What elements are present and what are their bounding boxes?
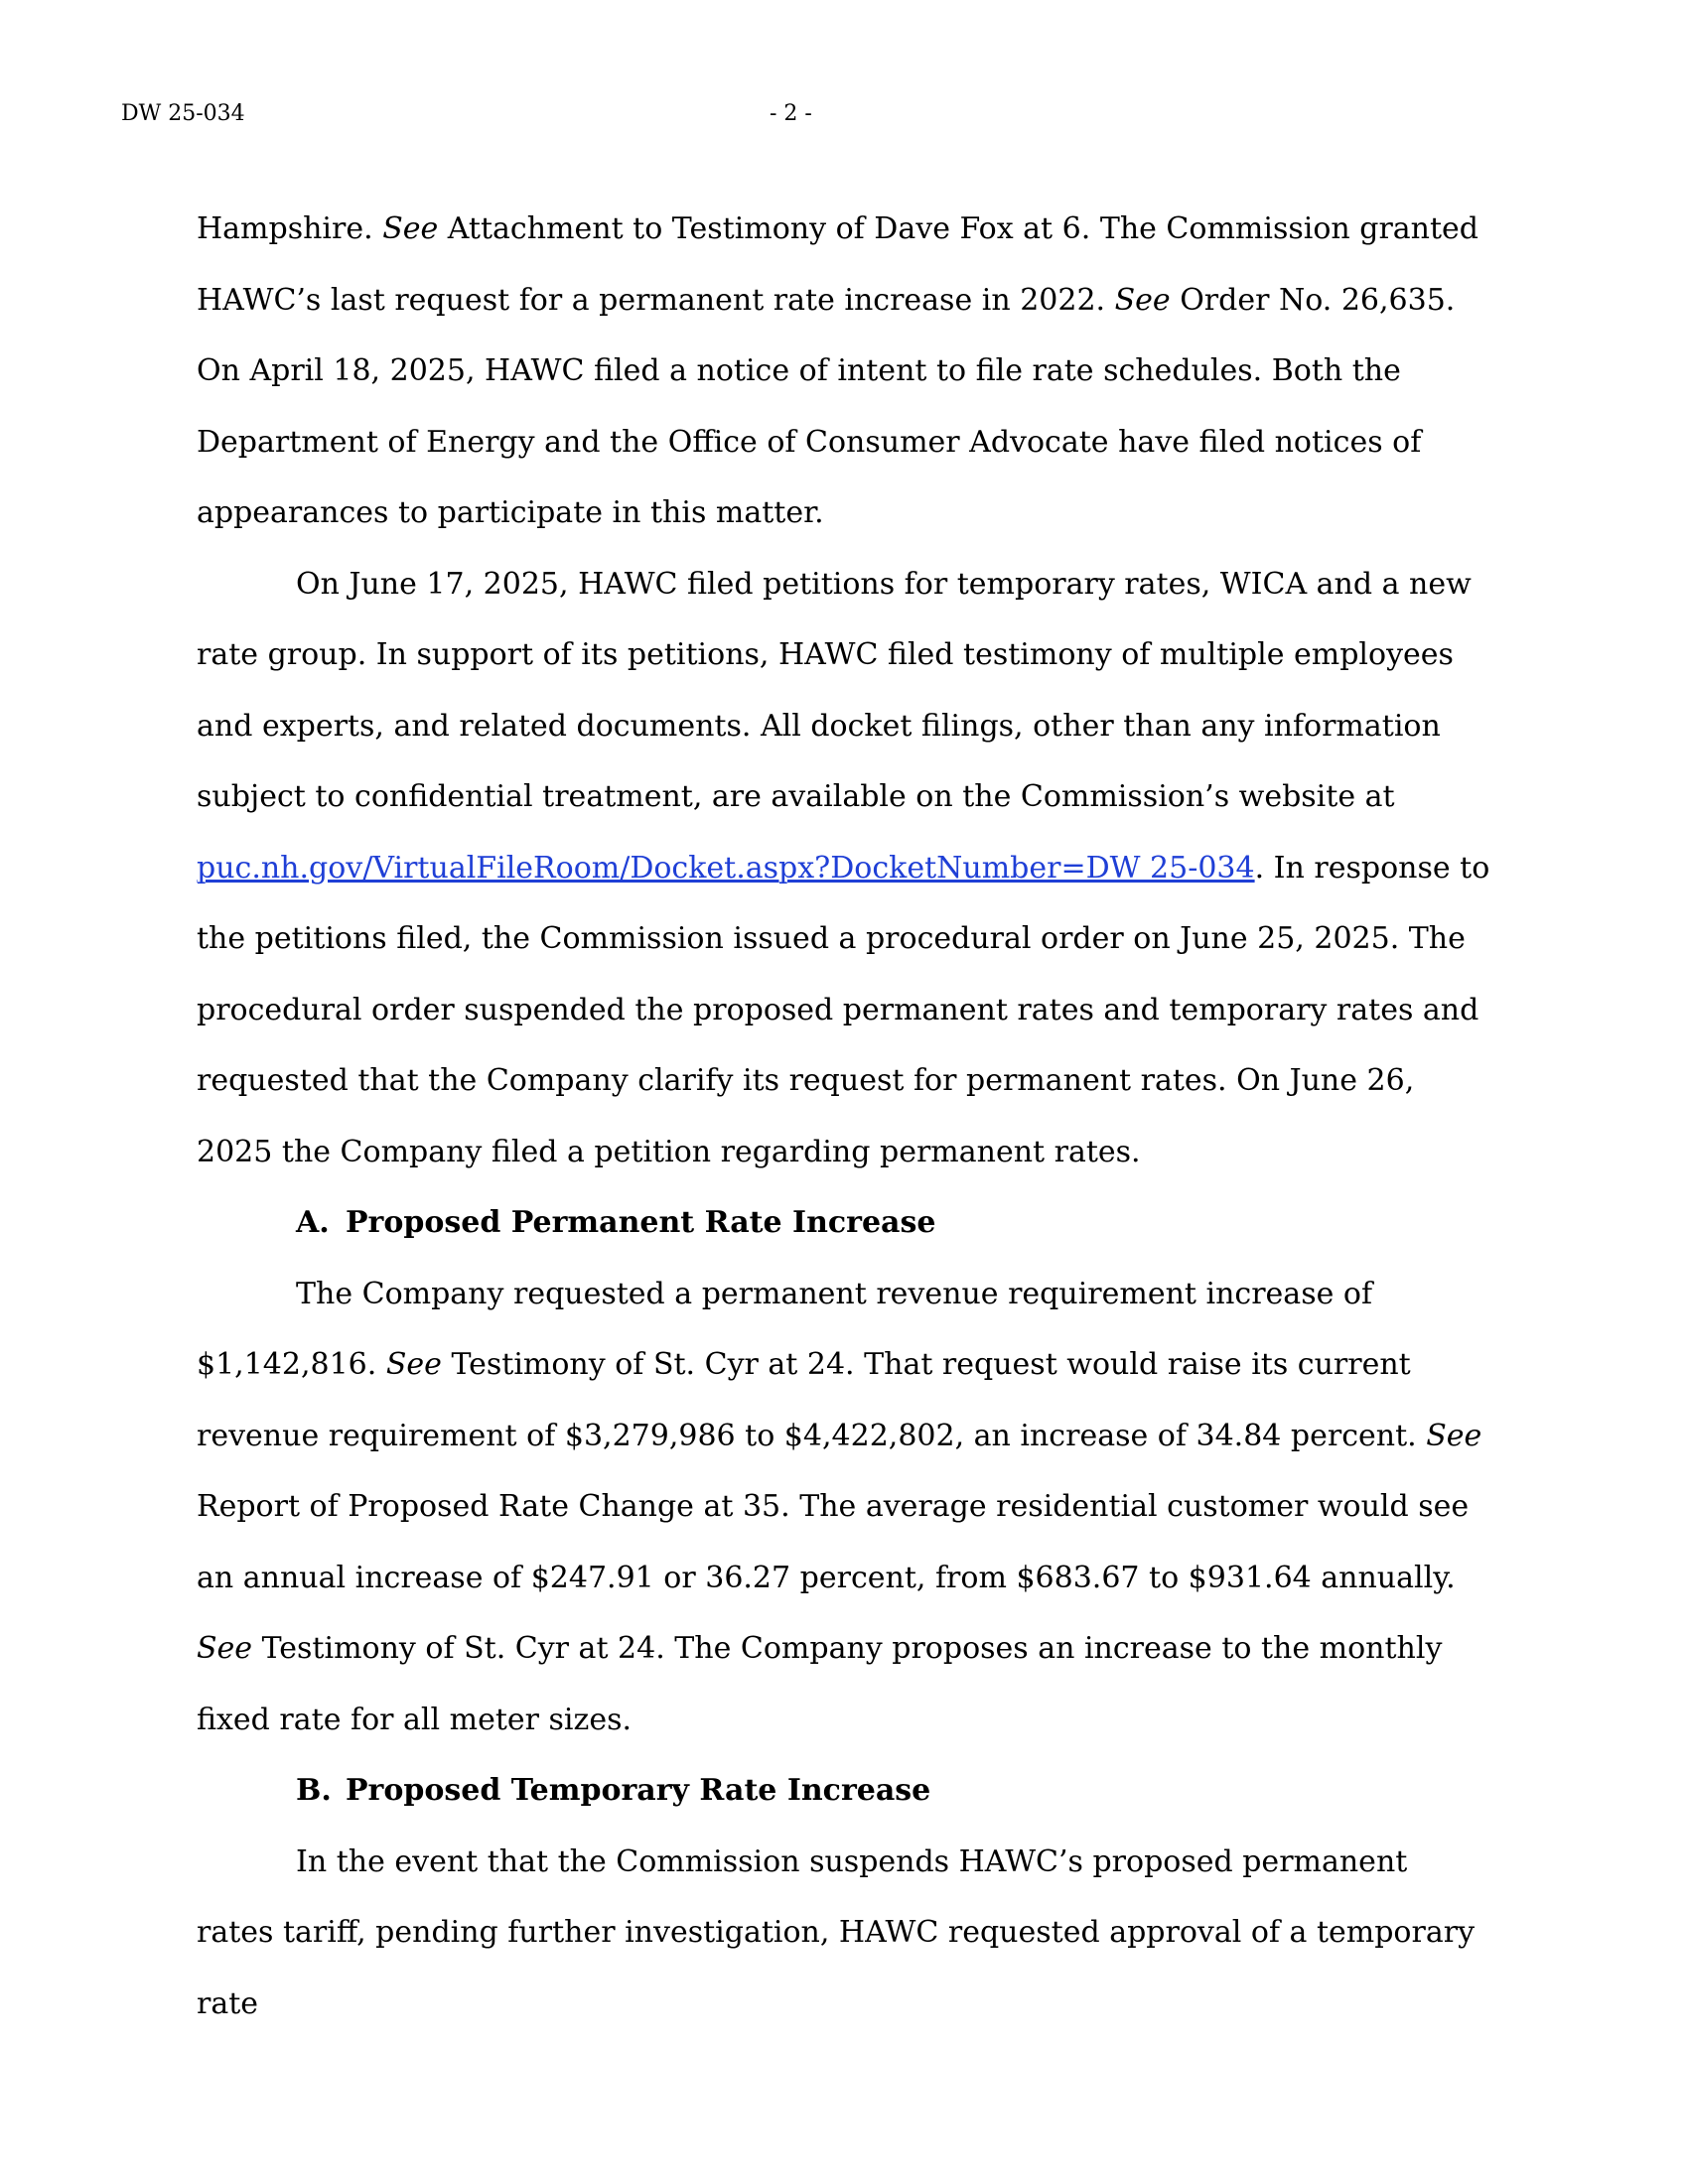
text-run: On June 17, 2025, HAWC filed petitions for temporary rates, WICA and a new rate group. In support of its petitions, HAWC filed testimony of multiple employees and experts, and related documents. All docket filings, other than any information subject to confidential treatment, are available on the Commission’s website at <box>197 566 1472 814</box>
section-letter: A. <box>296 1205 330 1240</box>
citation-signal: See <box>1426 1418 1482 1453</box>
page-number: - 2 - <box>770 101 812 126</box>
citation-signal: See <box>382 211 439 246</box>
text-run: Order No. 26,635. On April 18, 2025, HAWC filed a notice of intent to file rate schedules. Both the Department of Energy and the Office of Consumer Advocate have filed notices of appearances to participate in this matter. <box>197 282 1456 530</box>
text-run: Testimony of St. Cyr at 24. That request would raise its current revenue requirement of $3,279,986 to $4,422,802, an increase of 34.84 percent. <box>197 1347 1427 1453</box>
text-run: Report of Proposed Rate Change at 35. The average residential customer would see an annual increase of $247.91 or 36.27 percent, from $683.67 to $931.64 annually. <box>197 1489 1470 1595</box>
docket-number: DW 25-034 <box>121 101 245 126</box>
paragraph-background <box>197 194 1492 549</box>
citation-signal: See <box>1114 282 1171 318</box>
paragraph-permanent-rate <box>197 1259 1492 1756</box>
citation-signal: See <box>385 1347 442 1382</box>
section-heading-a <box>197 1187 1492 1259</box>
section-letter: B. <box>296 1773 332 1808</box>
text-run: The Company requested a permanent revenue requirement increase of $1,142,816. <box>197 1276 1373 1382</box>
section-title: Proposed Temporary Rate Increase <box>346 1773 931 1808</box>
docket-link[interactable]: puc.nh.gov/VirtualFileRoom/Docket.aspx?DocketNumber=DW 25-034 <box>197 850 1255 886</box>
section-title: Proposed Permanent Rate Increase <box>346 1205 936 1240</box>
paragraph-temporary-rate <box>197 1827 1492 2040</box>
paragraph-petitions <box>197 549 1492 1188</box>
text-run: In the event that the Commission suspends HAWC’s proposed permanent rates tariff, pending further investigation, HAWC requested approval of a temporary rate <box>197 1843 1476 2021</box>
citation-signal: See <box>197 1631 253 1666</box>
text-run: . In response to the petitions filed, the Commission issued a procedural order on June 25, 2025. The procedural order suspended the proposed permanent rates and temporary rates and requested that the Company clarify its request for permanent rates. On June 26, 2025 the Company filed a petition regarding permanent rates. <box>197 850 1490 1169</box>
document-body <box>197 194 1492 2039</box>
text-run: Attachment to Testimony of Dave Fox at 6. The Commission granted HAWC’s last request for a permanent rate increase in 2022. <box>197 211 1479 318</box>
section-heading-b <box>197 1755 1492 1827</box>
text-run: Hampshire. <box>197 211 383 246</box>
text-run: Testimony of St. Cyr at 24. The Company proposes an increase to the monthly fixed rate for all meter sizes. <box>197 1631 1443 1737</box>
